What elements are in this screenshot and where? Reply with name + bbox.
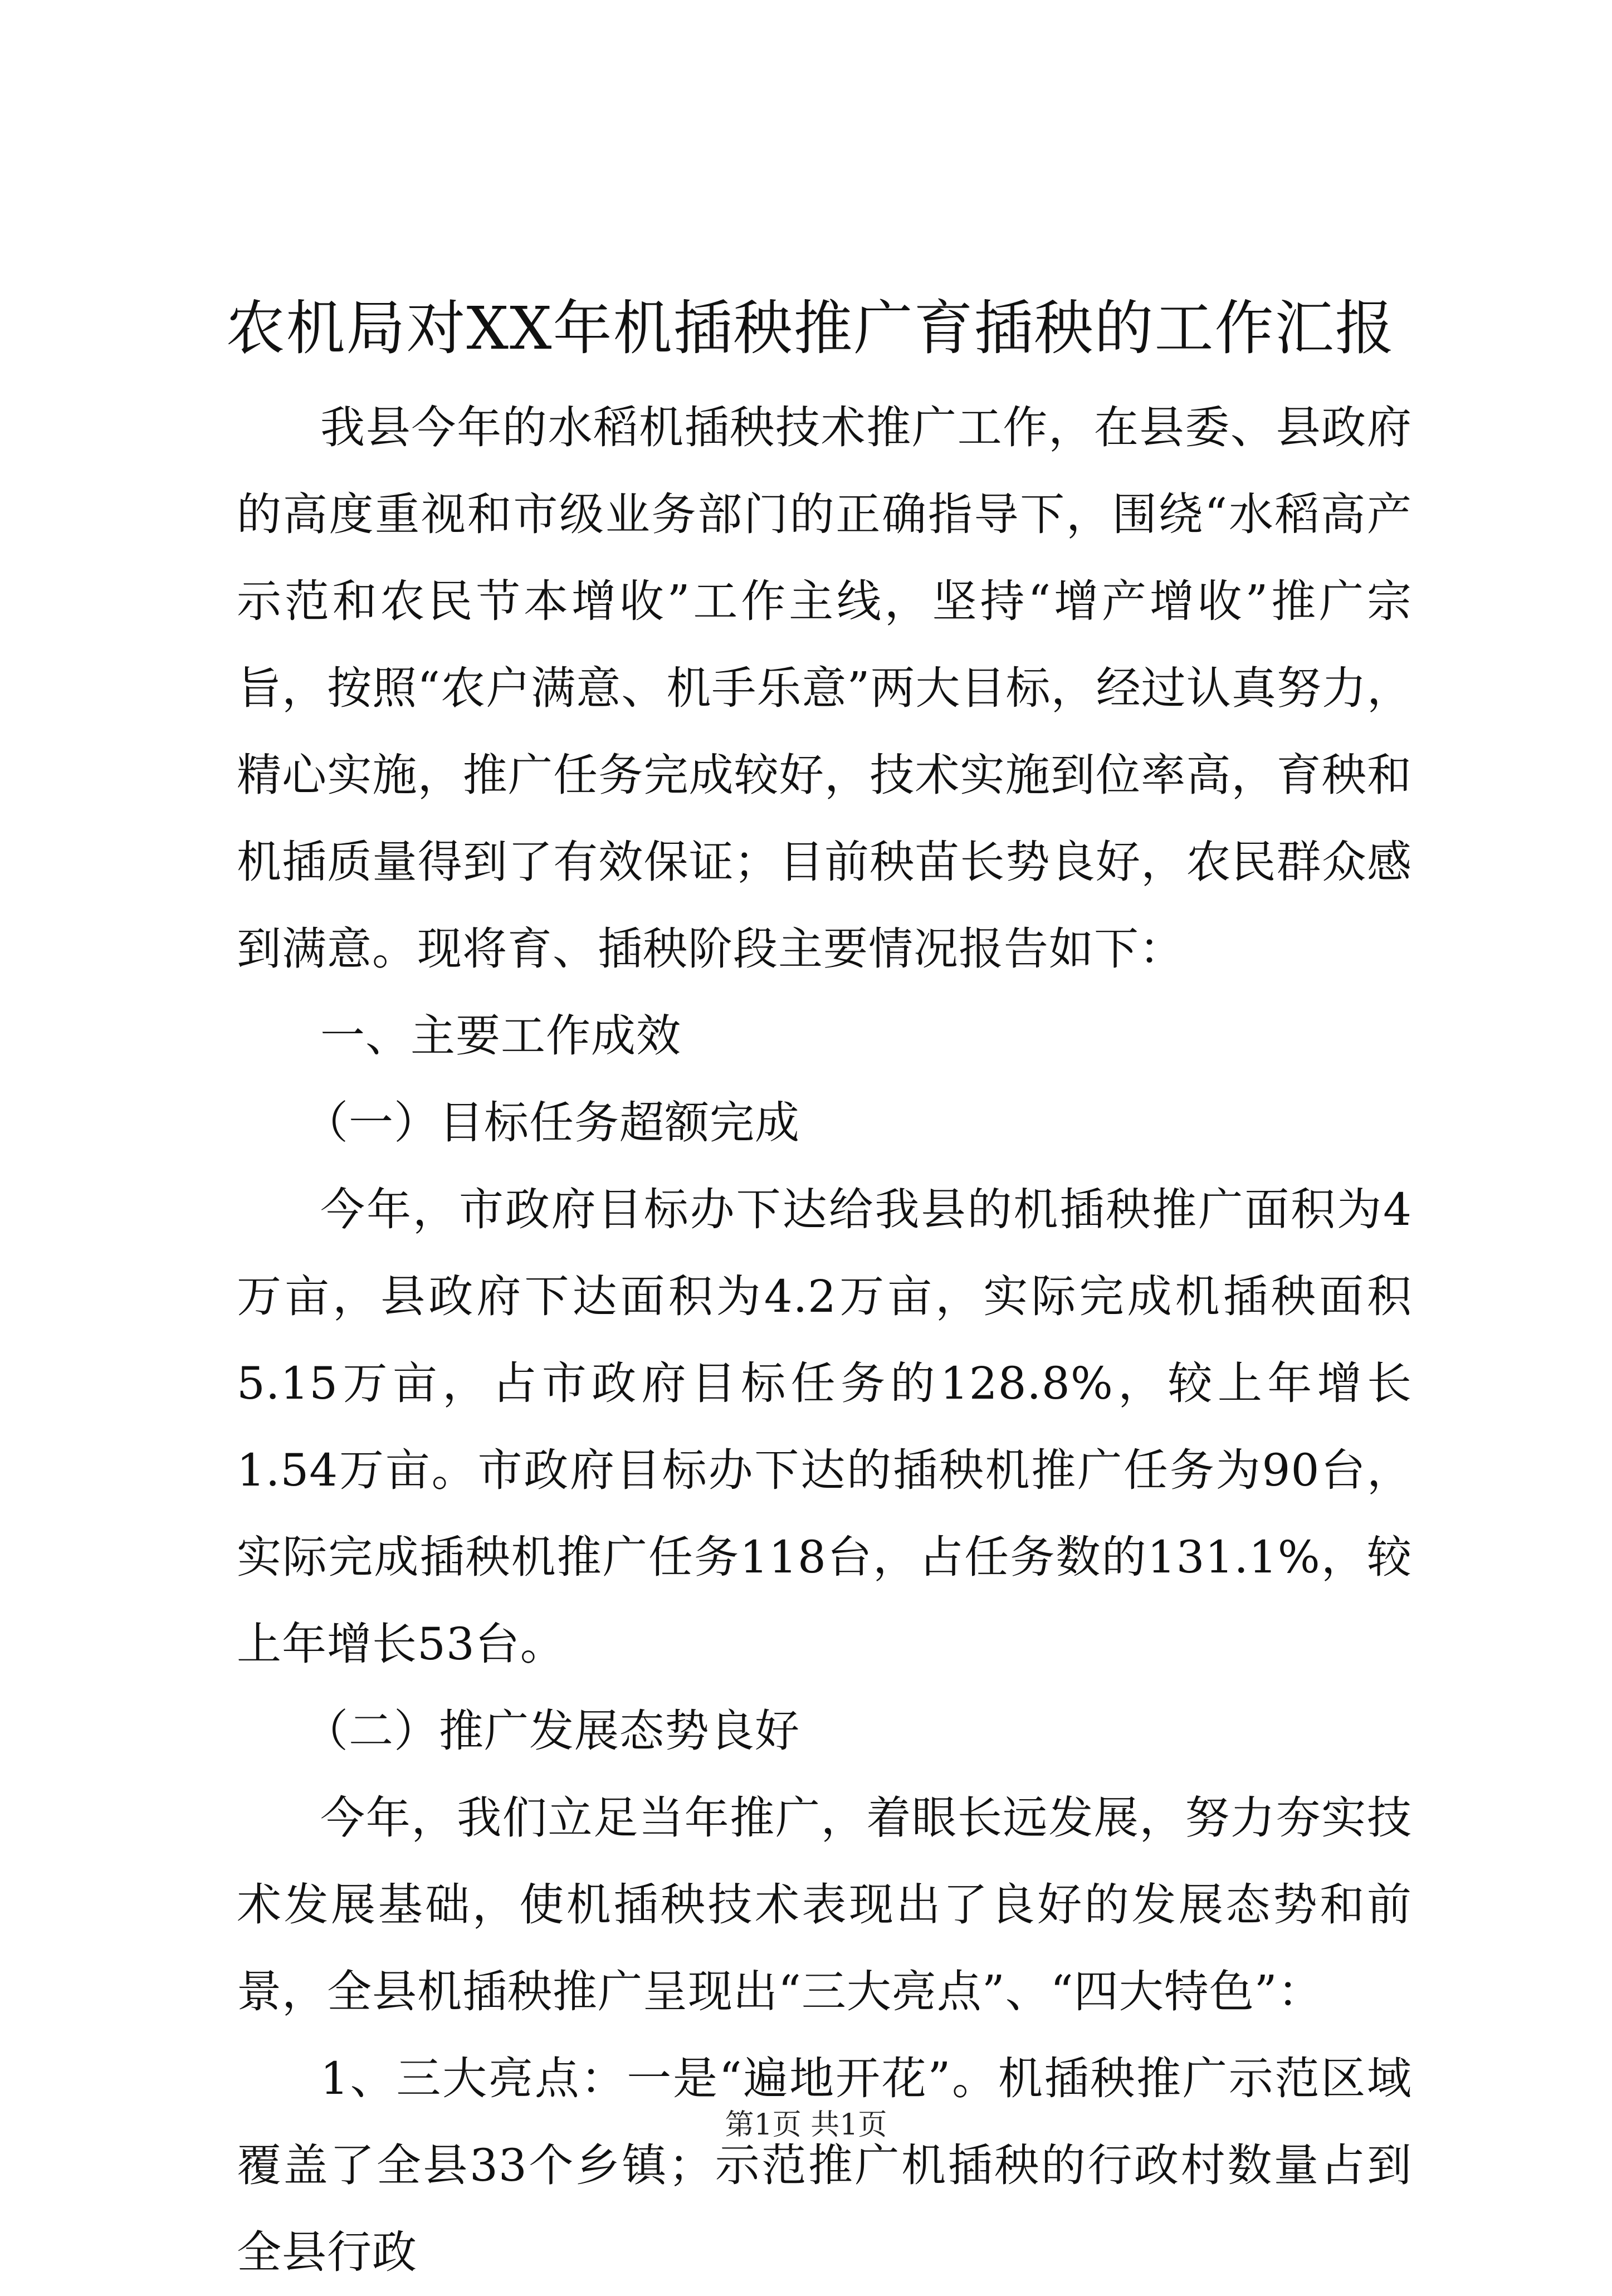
subsection-heading-target-tasks: （一）目标任务超额完成 — [304, 1097, 800, 1149]
document-title: 农机局对XX年机插秧推广育插秧的工作汇报 — [226, 294, 1395, 363]
section-heading-main-results: 一、主要工作成效 — [320, 1010, 681, 1062]
page-number-footer: 第1页 共1页 — [725, 2108, 887, 2142]
subsection-heading-development: （二）推广发展态势良好 — [304, 1705, 800, 1757]
paragraph-development: 今年，我们立足当年推广，着眼长远发展，努力夯实技术发展基础，使机插秧技术表现出了良好的发展态势和前景，全县机插秧推广呈现出“三大亮点”、“四大特色”： — [237, 1792, 1412, 2017]
paragraph-highlights: 1、三大亮点：一是“遍地开花”。机插秧推广示范区域覆盖了全县33个乡镇；示范推广机插秧的行政村数量占到全县行政 — [237, 2053, 1412, 2278]
paragraph-target-tasks: 今年，市政府目标办下达给我县的机插秧推广面积为4万亩，县政府下达面积为4.2万亩，实际完成机插秧面积5.15万亩，占市政府目标任务的128.8%，较上年增长1.54万亩。市政府目标办下达的插秧机推广任务为90台，实际完成插秧机推广任务118台，占任务数的131.1%，较上年增长53台。 — [237, 1184, 1412, 1670]
paragraph-intro: 我县今年的水稻机插秧技术推广工作，在县委、县政府的高度重视和市级业务部门的正确指导下，围绕“水稻高产示范和农民节本增收”工作主线，坚持“增产增收”推广宗旨，按照“农户满意、机手乐意”两大目标，经过认真努力，精心实施，推广任务完成较好，技术实施到位率高，育秧和机插质量得到了有效保证；目前秧苗长势良好，农民群众感到满意。现将育、插秧阶段主要情况报告如下： — [237, 402, 1412, 975]
document-body — [237, 384, 1412, 2296]
